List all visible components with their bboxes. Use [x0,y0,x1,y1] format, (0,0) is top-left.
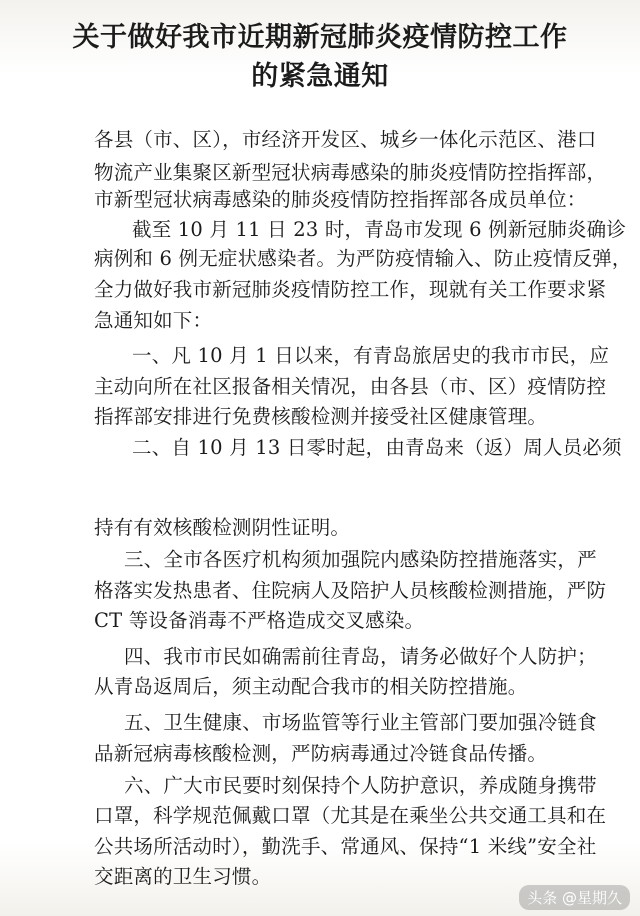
body-line: 持有有效核酸检测阴性证明。 [94,516,351,539]
body-line: 二、自 10 月 13 日零时起，由青岛来（返）周人员必须 [132,436,622,459]
body-line: 市新型冠状病毒感染的肺炎疫情防控指挥部各成员单位： [94,188,587,211]
body-line: 物流产业集聚区新型冠状病毒感染的肺炎疫情防控指挥部， [94,161,607,184]
body-line: 急通知如下： [94,309,213,332]
body-line: 六、广大市民要时刻保持个人防护意识，养成随身携带 [124,774,597,797]
body-line: 一、凡 10 月 1 日以来，有青岛旅居史的我市市民，应 [132,344,610,367]
body-line: 从青岛返周后，须主动配合我市的相关防控措施。 [94,675,528,698]
body-line: 病例和 6 例无症状感染者。为严防疫情输入、防止疫情反弹， [94,247,632,270]
body-line: 交距离的卫生习惯。 [94,865,272,888]
body-line: 指挥部安排进行免费核酸检测并接受社区健康管理。 [94,405,548,428]
document-title-line-2: 的紧急通知 [251,61,389,92]
body-line: 公共场所活动时），勤洗手、常通风、保持“1 米线”安全社 [94,835,597,858]
body-line: 截至 10 月 11 日 23 时，青岛市发现 6 例新冠肺炎确诊 [132,218,627,241]
body-line: 全力做好我市新冠肺炎疫情防控工作，现就有关工作要求紧 [94,278,607,301]
body-line: 主动向所在社区报备相关情况，由各县（市、区）疫情防控 [94,375,607,398]
body-line: CT 等设备消毒不严格造成交叉感染。 [94,609,425,632]
source-watermark: 头条 @星期久 [519,885,630,910]
body-line: 各县（市、区），市经济开发区、城乡一体化示范区、港口 [94,128,597,151]
body-line: 五、卫生健康、市场监管等行业主管部门要加强冷链食 [124,711,597,734]
document-title-line-1: 关于做好我市近期新冠肺炎疫情防控工作 [72,22,568,53]
body-line: 三、全市各医疗机构须加强院内感染防控措施落实，严 [124,548,597,571]
body-line: 四、我市市民如确需前往青岛，请务必做好个人防护； [124,645,597,668]
body-line: 口罩，科学规范佩戴口罩（尤其是在乘坐公共交通工具和在 [94,804,607,827]
body-line: 格落实发热患者、住院病人及陪护人员核酸检测措施，严防 [94,579,607,602]
body-line: 品新冠病毒核酸检测，严防病毒通过冷链食品传播。 [94,742,548,765]
